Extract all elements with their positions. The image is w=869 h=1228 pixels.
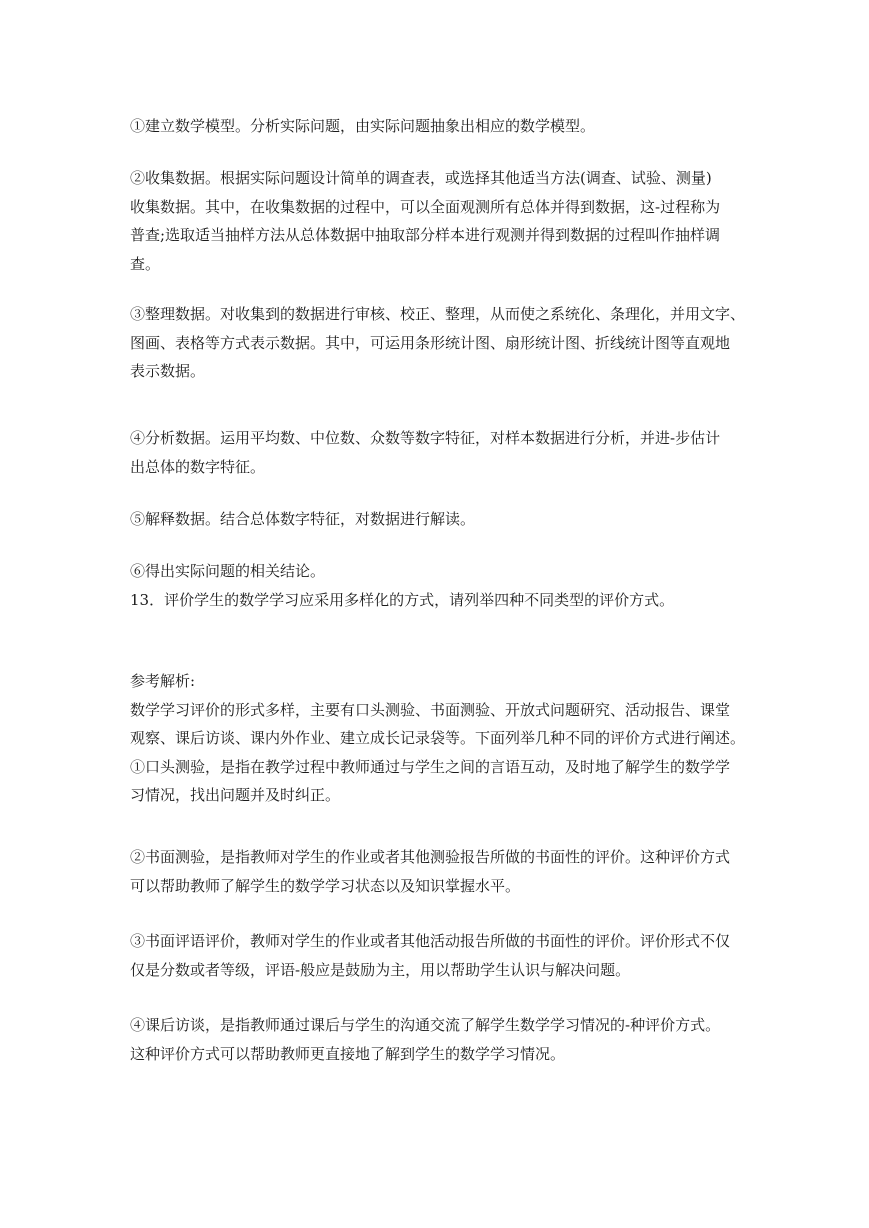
text-line: 表示数据。 <box>130 362 206 380</box>
question-title: 13．评价学生的数学学习应采用多样化的方式，请列举四种不同类型的评价方式。 <box>130 590 675 609</box>
text-line: 查。 <box>130 254 161 273</box>
text-line: ④课后访谈，是指教师通过课后与学生的沟通交流了解学生数学学习情况的-种评价方式。 <box>130 1016 721 1034</box>
paragraph-answer <box>130 667 750 810</box>
text-line: 习情况，找出问题并及时纠正。 <box>130 786 341 804</box>
text-line: 出总体的数字特征。 <box>130 457 266 476</box>
text-line: ②收集数据。根据实际问题设计简单的调查表，或选择其他适当方法(调查、试验、测量) <box>130 169 712 187</box>
text-line: ④分析数据。运用平均数、中位数、众数等数字特征，对样本数据进行分析，并进-步估计 <box>130 429 721 447</box>
text-line: ⑥得出实际问题的相关结论。 <box>130 562 326 580</box>
text-line: 这种评价方式可以帮助教师更直接地了解到学生的数学学习情况。 <box>130 1044 566 1063</box>
text-line: 仅是分数或者等级，评语-般应是鼓励为主，用以帮助学生认识与解决问题。 <box>130 960 631 979</box>
text-line: ③书面评语评价，教师对学生的作业或者其他活动报告所做的书面性的评价。评价形式不仅 <box>130 932 731 950</box>
text-line: ⑤解释数据。结合总体数字特征，对数据进行解读。 <box>130 510 476 528</box>
paragraph-step2 <box>130 164 750 278</box>
text-line: 数学学习评价的形式多样，主要有口头测验、书面测验、开放式问题研究、活动报告、课堂 <box>130 700 731 719</box>
text-line: 观察、课后访谈、课内外作业、建立成长记录袋等。下面列举几种不同的评价方式进行阐述。 <box>130 729 746 747</box>
paragraph-eval4 <box>130 1011 750 1068</box>
answer-heading: 参考解析: <box>130 672 196 690</box>
paragraph-eval3 <box>130 927 750 984</box>
text-line: ③整理数据。对收集到的数据进行审核、校正、整理，从而使之系统化、条理化，并用文字、 <box>130 305 746 323</box>
paragraph-step5 <box>130 505 750 534</box>
text-line: ①建立数学模型。分析实际问题，由实际问题抽象出相应的数学模型。 <box>130 117 596 135</box>
text-line: 收集数据。其中，在收集数据的过程中，可以全面观测所有总体并得到数据，这-过程称为 <box>130 197 721 216</box>
text-line: 图画、表格等方式表示数据。其中，可运用条形统计图、扇形统计图、折线统计图等直观地 <box>130 333 731 352</box>
paragraph-step4 <box>130 424 750 481</box>
paragraph-step6-question13 <box>130 557 750 614</box>
text-line: ①口头测验，是指在教学过程中教师通过与学生之间的言语互动，及时地了解学生的数学学 <box>130 757 731 776</box>
text-line: 可以帮助教师了解学生的数学学习状态以及知识掌握水平。 <box>130 876 521 895</box>
text-line: 普查;选取适当抽样方法从总体数据中抽取部分样本进行观测并得到数据的过程叫作抽样调 <box>130 226 721 244</box>
paragraph-eval2 <box>130 843 750 900</box>
paragraph-step3 <box>130 300 750 386</box>
paragraph-step1 <box>130 112 750 141</box>
text-line: ②书面测验，是指教师对学生的作业或者其他测验报告所做的书面性的评价。这种评价方式 <box>130 848 731 866</box>
